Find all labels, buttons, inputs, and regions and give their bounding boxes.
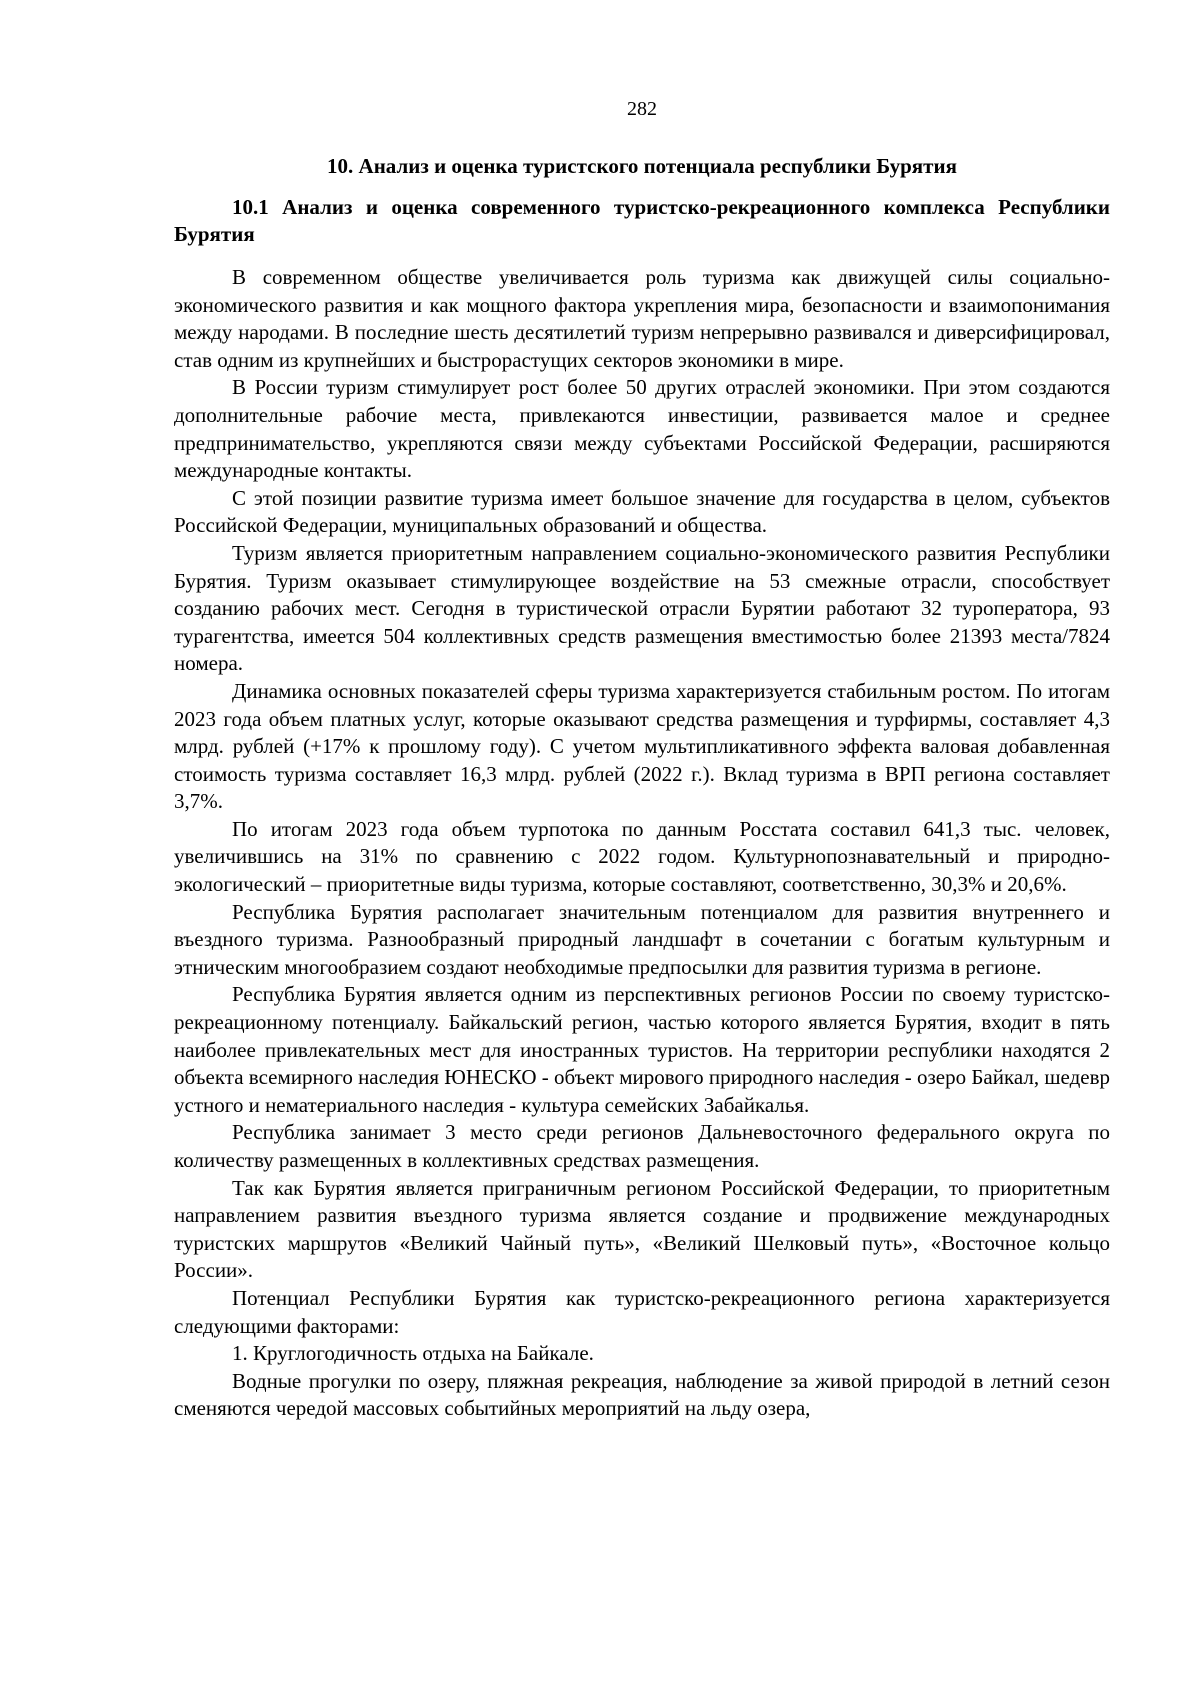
paragraph: Туризм является приоритетным направлением социально-экономического развития Республики Бурятия. Туризм оказывает стимулирующее воздействие на 53 смежные отрасли, способствует созданию рабочих мест. Сегодня в туристической отрасли Бурятии работают 32 туроператора, 93 турагентства, имеется 504 коллективных средств размещения вместимостью более 21393 места/7824 номера. — [174, 540, 1110, 676]
paragraph: Республика занимает 3 место среди регионов Дальневосточного федерального округа по количеству размещенных в коллективных средствах размещения. — [174, 1120, 1110, 1172]
paragraph: Динамика основных показателей сферы туризма характеризуется стабильным ростом. По итогам 2023 года объем платных услуг, которые оказывают средства размещения и турфирмы, составляет 4,3 млрд. рублей (+17% к прошлому году). С учетом мультипликативного эффекта валовая добавленная стоимость туризма составляет 16,3 млрд. рублей (2022 г.). Вклад туризма в ВРП региона составляет 3,7%. — [174, 678, 1110, 814]
body-text — [174, 264, 1110, 1423]
paragraph: Так как Бурятия является приграничным регионом Российской Федерации, то приоритетным направлением развития въездного туризма является создание и продвижение международных туристских маршрутов «Великий Чайный путь», «Великий Шелковый путь», «Восточное кольцо России». — [174, 1175, 1110, 1283]
page-number: 282 — [627, 98, 657, 120]
paragraph: В России туризм стимулирует рост более 50 других отраслей экономики. При этом создаются дополнительные рабочие места, привлекаются инвестиции, развивается малое и среднее предпринимательство, укрепляются связи между субъектами Российской Федерации, расширяются международные контакты. — [174, 375, 1110, 483]
list-item: 1. Круглогодичность отдыха на Байкале. — [232, 1341, 594, 1366]
section-title: 10. Анализ и оценка туристского потенциала республики Бурятия — [327, 154, 957, 178]
subsection-title: 10.1 Анализ и оценка современного туристско-рекреационного комплекса Республики Бурятия — [174, 195, 1110, 246]
paragraph: По итогам 2023 года объем турпотока по данным Росстата составил 641,3 тыс. человек, увеличившись на 31% по сравнению с 2022 годом. Культурнопознавательный и природно-экологический – приоритетные виды туризма, которые составляют, соответственно, 30,3% и 20,6%. — [174, 816, 1110, 897]
paragraph: Республика Бурятия является одним из перспективных регионов России по своему туристско-рекреационному потенциалу. Байкальский регион, частью которого является Бурятия, входит в пять наиболее привлекательных мест для иностранных туристов. На территории республики находятся 2 объекта всемирного наследия ЮНЕСКО - объект мирового природного наследия - озеро Байкал, шедевр устного и нематериального наследия - культура семейских Забайкалья. — [174, 982, 1110, 1117]
paragraph: Потенциал Республики Бурятия как туристско-рекреационного региона характеризуется следующими факторами: — [174, 1285, 1110, 1338]
paragraph: Республика Бурятия располагает значительным потенциалом для развития внутреннего и въездного туризма. Разнообразный природный ландшафт в сочетании с богатым культурным и этническим многообразием создают необходимые предпосылки для развития туризма в регионе. — [174, 899, 1110, 979]
paragraph: В современном обществе увеличивается роль туризма как движущей силы социально-экономического развития и как мощного фактора укрепления мира, безопасности и взаимопонимания между народами. В последние шесть десятилетий туризм непрерывно развивался и диверсифицировал, став одним из крупнейших и быстрорастущих секторов экономики в мире. — [174, 265, 1110, 372]
paragraph: С этой позиции развитие туризма имеет большое значение для государства в целом, субъектов Российской Федерации, муниципальных образований и общества. — [174, 485, 1110, 538]
paragraph: Водные прогулки по озеру, пляжная рекреация, наблюдение за живой природой в летний сезон сменяются чередой массовых событийных мероприятий на льду озера, — [174, 1368, 1110, 1421]
